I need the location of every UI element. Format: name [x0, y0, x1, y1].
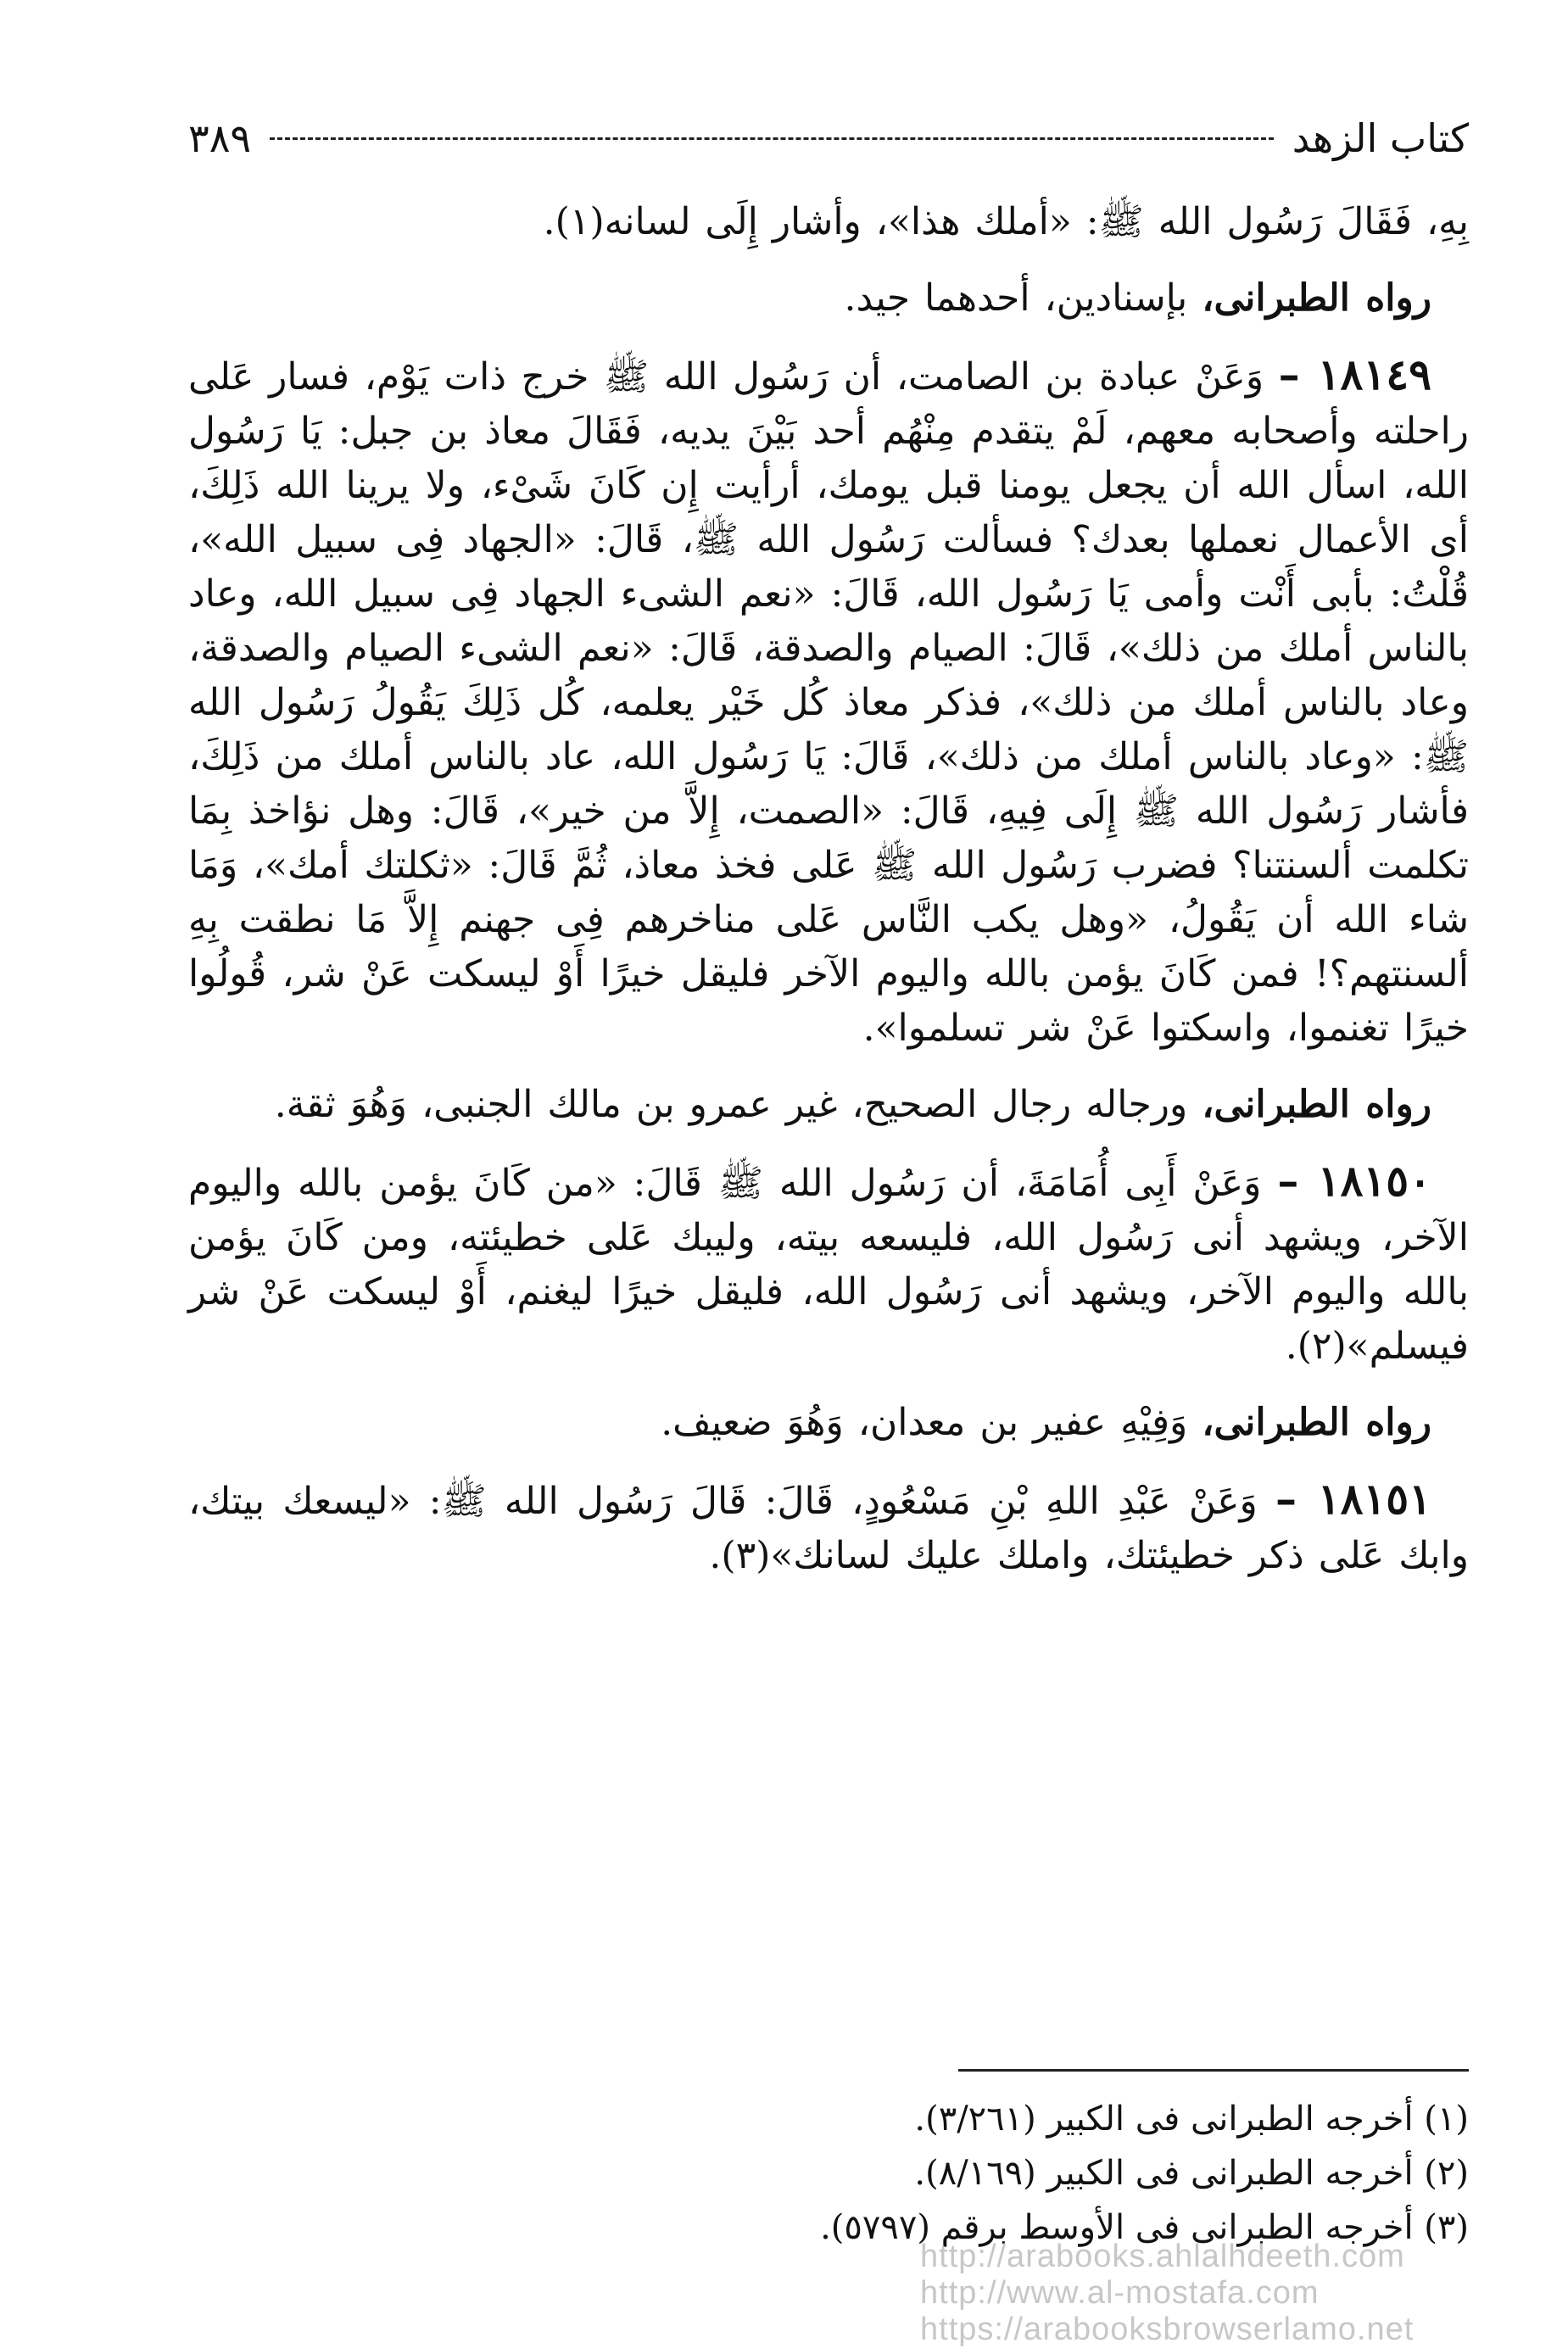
- source-label: رواه الطبرانى،: [1202, 276, 1431, 320]
- hadith-number: ١٨١٥١ –: [1275, 1474, 1431, 1524]
- footnote-divider: [958, 2069, 1469, 2072]
- hadith-18150: [188, 1154, 1469, 1374]
- footnote-1: (١) أخرجه الطبرانى فى الكبير (٣/٢٦١).: [914, 2100, 1469, 2139]
- hadith-text: وَعَنْ أَبِى أُمَامَةَ، أن رَسُول الله ﷺ قَالَ: «من كَانَ يؤمن بالله واليوم الآخر، ويشهد أنى رَسُول الله، فليسعه بيته، وليبك عَلى خطيئته، ومن كَانَ يؤمن بالله واليوم الآخر، ويشهد أنى رَسُول الله، فليقل خيرًا ليغنم، أَوْ ليسكت عَنْ شر فيسلم»(٢).: [188, 1162, 1469, 1368]
- footnote-3: (٣) أخرجه الطبرانى فى الأوسط برقم (٥٧٩٧).: [820, 2208, 1469, 2247]
- continuation-paragraph: [188, 195, 1469, 249]
- source-text: بإسنادين، أحدهما جيد.: [844, 276, 1203, 320]
- page-number: ٣٨٩: [188, 115, 252, 161]
- paragraph-text: بِهِ، فَقَالَ رَسُول الله ﷺ: «أملك هذا»، وأشار إِلَى لسانه(١).: [543, 200, 1469, 243]
- page-body: [188, 195, 1469, 1605]
- hadith-number: ١٨١٥٠ –: [1277, 1156, 1431, 1206]
- page-header: [188, 109, 1469, 168]
- source-text: ورجاله رجال الصحيح، غير عمرو بن مالك الجنبى، وَهُوَ ثقة.: [274, 1083, 1203, 1126]
- source-note: [188, 1396, 1469, 1450]
- hadith-18151: [188, 1472, 1469, 1583]
- source-note: [188, 1078, 1469, 1132]
- hadith-number: ١٨١٤٩ –: [1278, 349, 1431, 399]
- source-label: رواه الطبرانى،: [1202, 1083, 1431, 1126]
- footnote-2: (٢) أخرجه الطبرانى فى الكبير (٨/١٦٩).: [914, 2154, 1469, 2193]
- header-dashed-rule: [270, 137, 1274, 140]
- hadith-text: وَعَنْ عبادة بن الصامت، أن رَسُول الله ﷺ خرج ذات يَوْم، فسار عَلى راحلته وأصحابه معهم، لَمْ يتقدم مِنْهُم أحد بَيْنَ يديه، فَقَالَ معاذ بن جبل: يَا رَسُول الله، اسأل الله أن يجعل يومنا قبل يومك، أرأيت إِن كَانَ شَىْء، ولا يرينا الله ذَلِكَ، أى الأعمال نعملها بعدك؟ فسألت رَسُول الله ﷺ، قَالَ: «الجهاد فِى سبيل الله»، قُلْتُ: بأبى أَنْت وأمى يَا رَسُول الله، قَالَ: «نعم الشىء الجهاد فِى سبيل الله، وعاد بالناس أملك من ذلك»، قَالَ: الصيام والصدقة، قَالَ: «نعم الشىء الصيام والصدقة، وعاد بالناس أملك من ذلك»، فذكر معاذ كُل خَيْر يعلمه، كُل ذَلِكَ يَقُولُ رَسُول الله ﷺ: «وعاد بالناس أملك من ذلك»، قَالَ: يَا رَسُول الله، عاد بالناس أملك من ذَلِكَ، فأشار رَسُول الله ﷺ إِلَى فِيهِ، قَالَ: «الصمت، إِلاَّ من خير»، قَالَ: وهل نؤاخذ بِمَا تكلمت ألسنتنا؟ فضرب رَسُول الله ﷺ عَلى فخذ معاذ، ثُمَّ قَالَ: «ثكلتك أمك»، وَمَا شاء الله أن يَقُولُ، «وهل يكب النَّاس عَلى مناخرهم فِى جهنم إِلاَّ مَا نطقت بِهِ ألسنتهم؟! فمن كَانَ يؤمن بالله واليوم الآخر فليقل خيرًا أَوْ ليسكت عَنْ شر، قُولُوا خيرًا تغنموا، واسكتوا عَنْ شر تسلموا».: [188, 355, 1470, 1050]
- footnotes: [188, 2096, 1469, 2259]
- source-text: وَفِيْهِ عفير بن معدان، وَهُوَ ضعيف.: [661, 1401, 1203, 1444]
- hadith-text: وَعَنْ عَبْدِ اللهِ بْنِ مَسْعُودٍ، قَالَ: قَالَ رَسُول الله ﷺ: «ليسعك بيتك، وابك عَلى ذكر خطيئتك، واملك عليك لسانك»(٣).: [188, 1480, 1469, 1577]
- source-note: [188, 271, 1469, 326]
- hadith-18149: [188, 348, 1469, 1056]
- watermark-url: http://arabooks.ahlalhdeeth.com http://www.al-mostafa.com https://arabooksbrowserlamo.net: [920, 2239, 1415, 2347]
- source-label: رواه الطبرانى،: [1202, 1401, 1431, 1444]
- running-title: كتاب الزهد: [1292, 115, 1469, 161]
